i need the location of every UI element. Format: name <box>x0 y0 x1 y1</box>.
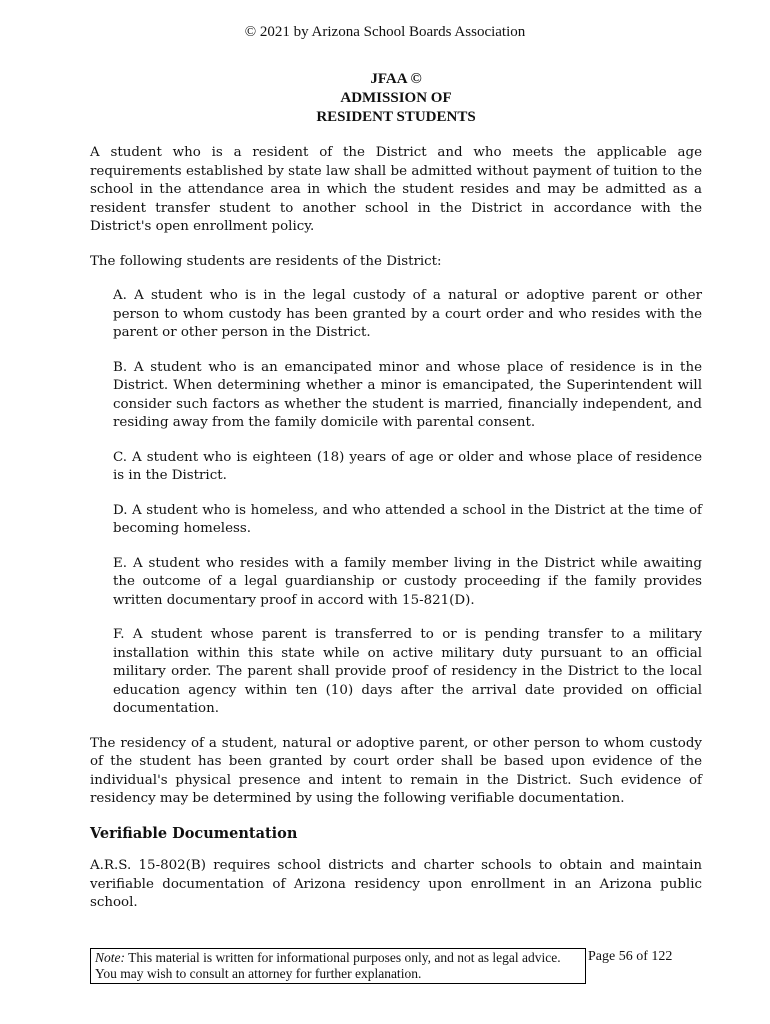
intro-paragraph: A student who is a resident of the District and who meets the applicable age requirements established by state law shall be admitted without payment of tuition to the school in the attendance area in which the student resides and may be admitted as a resident transfer student to another school in the District in accordance with the District's open enrollment policy. <box>90 145 702 234</box>
document-title <box>0 70 770 127</box>
policy-code: JFAA © <box>370 71 422 87</box>
note-text: This material is written for informational purposes only, and not as legal advice. You may wish to consult an attorney for further explanation. <box>95 950 561 981</box>
section-heading: Verifiable Documentation <box>90 824 298 842</box>
title-line-1: ADMISSION OF <box>340 90 452 106</box>
copyright-header: © 2021 by Arizona School Boards Association <box>244 24 526 40</box>
ars-paragraph: A.R.S. 15-802(B) requires school districts and charter schools to obtain and maintain verifiable documentation of Arizona residency upon enrollment in an Arizona public school. <box>90 858 702 910</box>
page-number: Page 56 of 122 <box>588 949 673 964</box>
list-intro: The following students are residents of the District: <box>90 253 442 269</box>
document-body <box>90 144 702 929</box>
list-item-b: B. A student who is an emancipated minor and whose place of residence is in the District. When determining whether a minor is emancipated, the Superintendent will consider such factors as whether the student is married, financially independent, and residing away from the family domicile with parental consent. <box>113 359 702 430</box>
list-item-c: C. A student who is eighteen (18) years of age or older and whose place of residence is in the District. <box>113 449 702 483</box>
disclaimer-note <box>90 948 586 984</box>
list-item-d: D. A student who is homeless, and who attended a school in the District at the time of becoming homeless. <box>113 502 702 536</box>
title-line-2: RESIDENT STUDENTS <box>316 109 476 125</box>
list-item-f: F. A student whose parent is transferred to or is pending transfer to a military installation within this state while on active military duty pursuant to an official military order. The parent shall provide proof of residency in the District to the local education agency within ten (10) days after the arrival date provided on official documentation. <box>113 627 702 716</box>
list-item-a: A. A student who is in the legal custody of a natural or adoptive parent or other person to whom custody has been granted by a court order and who resides with the parent or other person in the District. <box>113 288 702 340</box>
list-item-e: E. A student who resides with a family member living in the District while awaiting the outcome of a legal guardianship or custody proceeding if the family provides written documentary proof in accord with 15-821(D). <box>113 555 702 608</box>
residency-paragraph: The residency of a student, natural or adoptive parent, or other person to whom custody of the student has been granted by court order shall be based upon evidence of the individual's physical presence and intent to remain in the District. Such evidence of residency may be determined by using the following verifiable documentation. <box>90 735 702 806</box>
note-label: Note: <box>95 950 125 965</box>
